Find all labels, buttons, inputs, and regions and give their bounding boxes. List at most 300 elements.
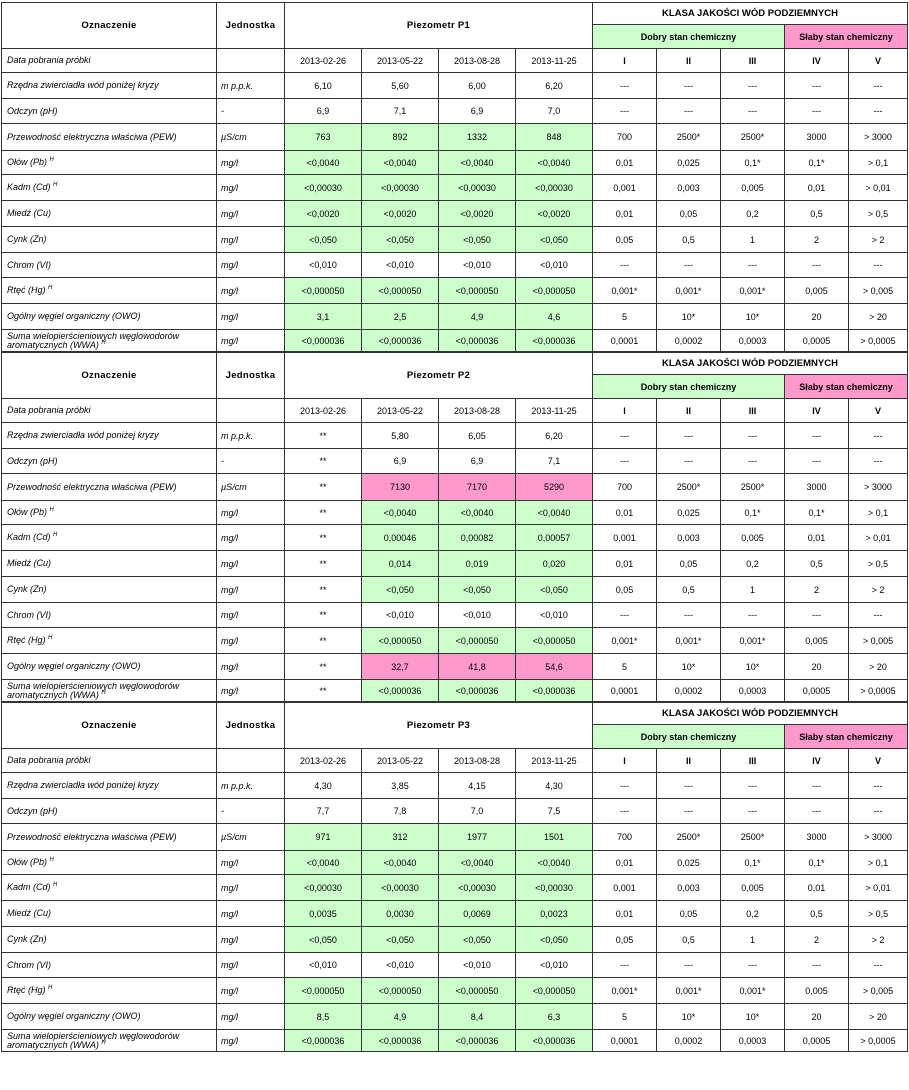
date-label: Data pobrania próbki bbox=[2, 749, 217, 773]
piezometer-title: Piezometr P2 bbox=[285, 353, 593, 399]
class-limit-cell: 0,0001 bbox=[593, 1030, 657, 1052]
class-limit-cell: 0,2 bbox=[721, 901, 785, 927]
measurement-cell: <0,010 bbox=[285, 253, 362, 278]
header-oznaczenie: Oznaczenie bbox=[2, 703, 217, 749]
measurement-cell: 54,6 bbox=[516, 654, 593, 680]
class-label: II bbox=[657, 49, 721, 73]
measurement-cell: 0,00046 bbox=[362, 525, 439, 551]
measurement-cell: 763 bbox=[285, 124, 362, 151]
measurement-cell: 4,9 bbox=[362, 1004, 439, 1030]
class-limit-cell: 5 bbox=[593, 304, 657, 330]
class-limit-cell: 0,2 bbox=[721, 201, 785, 227]
measurement-cell: 892 bbox=[362, 124, 439, 151]
class-limit-cell: > 0,5 bbox=[849, 201, 908, 227]
parameter-label: Suma wielopierścieniowych węglowodorów aromatycznych (WWA) $^H$ bbox=[2, 680, 217, 702]
measurement-cell: <0,000050 bbox=[439, 278, 516, 304]
class-limit-cell: 3000 bbox=[785, 824, 849, 851]
class-limit-cell: > 0,005 bbox=[849, 278, 908, 304]
class-limit-cell: 0,001* bbox=[657, 278, 721, 304]
header-jednostka: Jednostka bbox=[217, 703, 285, 749]
measurement-cell: ** bbox=[285, 501, 362, 525]
class-limit-cell: > 0,1 bbox=[849, 851, 908, 875]
table-row bbox=[2, 73, 908, 99]
class-limit-cell: 0,05 bbox=[593, 577, 657, 603]
measurement-cell: 0,0023 bbox=[516, 901, 593, 927]
class-limit-cell: --- bbox=[721, 799, 785, 824]
class-label: V bbox=[849, 49, 908, 73]
table-row bbox=[2, 151, 908, 175]
measurement-cell: <0,0040 bbox=[516, 851, 593, 875]
class-limit-cell: 0,0003 bbox=[721, 330, 785, 352]
piezometer-table bbox=[1, 352, 908, 702]
class-limit-cell: 0,003 bbox=[657, 525, 721, 551]
class-limit-cell: 0,0005 bbox=[785, 330, 849, 352]
measurement-cell: <0,000036 bbox=[516, 330, 593, 352]
measurement-cell: ** bbox=[285, 603, 362, 628]
measurement-cell: <0,00030 bbox=[439, 175, 516, 201]
measurement-cell: <0,000050 bbox=[439, 628, 516, 654]
measurement-cell: 4,6 bbox=[516, 304, 593, 330]
header-good-state: Dobry stan chemiczny bbox=[593, 725, 785, 749]
measurement-cell: 5,60 bbox=[362, 73, 439, 99]
class-limit-cell: --- bbox=[849, 603, 908, 628]
class-limit-cell: > 0,01 bbox=[849, 175, 908, 201]
class-limit-cell: 10* bbox=[721, 304, 785, 330]
class-limit-cell: 0,1* bbox=[785, 851, 849, 875]
measurement-cell: <0,010 bbox=[439, 253, 516, 278]
parameter-label: Odczyn (pH) bbox=[2, 799, 217, 824]
class-limit-cell: 700 bbox=[593, 124, 657, 151]
measurement-cell: <0,050 bbox=[362, 927, 439, 953]
superscript-marker: H bbox=[53, 532, 58, 538]
measurement-cell: <0,050 bbox=[439, 927, 516, 953]
measurement-cell: ** bbox=[285, 680, 362, 702]
measurement-cell: <0,050 bbox=[362, 227, 439, 253]
measurement-cell: <0,050 bbox=[362, 577, 439, 603]
table-row bbox=[2, 824, 908, 851]
measurement-cell: <0,010 bbox=[439, 953, 516, 978]
measurement-cell: <0,010 bbox=[516, 603, 593, 628]
measurement-cell: 6,9 bbox=[285, 99, 362, 124]
unit-cell: mg/l bbox=[217, 680, 285, 702]
class-limit-cell: 10* bbox=[721, 654, 785, 680]
class-limit-cell: 10* bbox=[721, 1004, 785, 1030]
measurement-cell: <0,0040 bbox=[362, 151, 439, 175]
parameter-label: Chrom (VI) bbox=[2, 253, 217, 278]
measurement-cell: 0,0035 bbox=[285, 901, 362, 927]
class-limit-cell: 0,005 bbox=[785, 628, 849, 654]
class-limit-cell: --- bbox=[657, 423, 721, 449]
measurement-cell: <0,000036 bbox=[439, 1030, 516, 1052]
class-label: IV bbox=[785, 399, 849, 423]
class-label: I bbox=[593, 49, 657, 73]
class-limit-cell: 0,001* bbox=[721, 628, 785, 654]
date-cell: 2013-05-22 bbox=[362, 49, 439, 73]
date-unit bbox=[217, 749, 285, 773]
measurement-cell: 6,3 bbox=[516, 1004, 593, 1030]
measurement-cell: <0,050 bbox=[439, 227, 516, 253]
unit-cell: mg/l bbox=[217, 551, 285, 577]
class-limit-cell: 10* bbox=[657, 304, 721, 330]
measurement-cell: <0,000036 bbox=[439, 330, 516, 352]
parameter-label: Rzędna zwierciadła wód poniżej kryzy bbox=[2, 423, 217, 449]
measurement-cell: 1332 bbox=[439, 124, 516, 151]
date-cell: 2013-05-22 bbox=[362, 399, 439, 423]
class-limit-cell: 0,005 bbox=[721, 525, 785, 551]
unit-cell: mg/l bbox=[217, 603, 285, 628]
measurement-cell: <0,050 bbox=[285, 927, 362, 953]
class-limit-cell: 0,0003 bbox=[721, 1030, 785, 1052]
class-limit-cell: --- bbox=[721, 773, 785, 799]
class-limit-cell: 3000 bbox=[785, 474, 849, 501]
class-limit-cell: 0,5 bbox=[657, 927, 721, 953]
class-limit-cell: --- bbox=[657, 73, 721, 99]
measurement-cell: 6,10 bbox=[285, 73, 362, 99]
class-limit-cell: --- bbox=[593, 773, 657, 799]
measurement-cell: <0,0020 bbox=[362, 201, 439, 227]
measurement-cell: 5,80 bbox=[362, 423, 439, 449]
superscript-marker: H bbox=[49, 507, 54, 513]
measurement-cell: 7,1 bbox=[362, 99, 439, 124]
measurement-cell: <0,00030 bbox=[516, 875, 593, 901]
class-limit-cell: --- bbox=[849, 799, 908, 824]
parameter-label: Kadm (Cd) $^H$ bbox=[2, 525, 217, 551]
date-cell: 2013-11-25 bbox=[516, 399, 593, 423]
unit-cell: mg/l bbox=[217, 654, 285, 680]
measurement-cell: <0,0020 bbox=[516, 201, 593, 227]
table-row bbox=[2, 927, 908, 953]
class-limit-cell: 0,1* bbox=[721, 851, 785, 875]
table-row bbox=[2, 577, 908, 603]
measurement-cell: 1977 bbox=[439, 824, 516, 851]
class-limit-cell: --- bbox=[849, 253, 908, 278]
class-limit-cell: 20 bbox=[785, 1004, 849, 1030]
measurement-cell: 5290 bbox=[516, 474, 593, 501]
unit-cell: mg/l bbox=[217, 253, 285, 278]
class-limit-cell: --- bbox=[849, 449, 908, 474]
class-limit-cell: > 20 bbox=[849, 1004, 908, 1030]
unit-cell: mg/l bbox=[217, 330, 285, 352]
parameter-label: Odczyn (pH) bbox=[2, 99, 217, 124]
class-limit-cell: 20 bbox=[785, 654, 849, 680]
date-label: Data pobrania próbki bbox=[2, 399, 217, 423]
class-label: II bbox=[657, 399, 721, 423]
measurement-cell: <0,000036 bbox=[362, 1030, 439, 1052]
class-limit-cell: > 0,005 bbox=[849, 978, 908, 1004]
measurement-cell: <0,000050 bbox=[516, 978, 593, 1004]
unit-cell: µS/cm bbox=[217, 124, 285, 151]
measurement-cell: <0,0040 bbox=[516, 151, 593, 175]
table-row bbox=[2, 1030, 908, 1052]
parameter-label: Ogólny węgiel organiczny (OWO) bbox=[2, 1004, 217, 1030]
measurement-cell: <0,010 bbox=[285, 953, 362, 978]
unit-cell: mg/l bbox=[217, 1004, 285, 1030]
class-limit-cell: 1 bbox=[721, 927, 785, 953]
class-limit-cell: --- bbox=[593, 603, 657, 628]
class-limit-cell: > 0,0005 bbox=[849, 1030, 908, 1052]
class-limit-cell: --- bbox=[785, 773, 849, 799]
parameter-label: Suma wielopierścieniowych węglowodorów aromatycznych (WWA) $^H$ bbox=[2, 1030, 217, 1052]
class-limit-cell: 1 bbox=[721, 227, 785, 253]
class-label: I bbox=[593, 749, 657, 773]
table-row bbox=[2, 175, 908, 201]
class-limit-cell: --- bbox=[721, 953, 785, 978]
measurement-cell: <0,00030 bbox=[439, 875, 516, 901]
superscript-marker: H bbox=[53, 882, 58, 888]
measurement-cell: ** bbox=[285, 628, 362, 654]
measurement-cell: 0,020 bbox=[516, 551, 593, 577]
parameter-label: Kadm (Cd) $^H$ bbox=[2, 175, 217, 201]
header-weak-state: Słaby stan chemiczny bbox=[785, 25, 908, 49]
class-limit-cell: 2 bbox=[785, 927, 849, 953]
class-limit-cell: 0,001 bbox=[593, 525, 657, 551]
class-limit-cell: 0,1* bbox=[785, 501, 849, 525]
measurement-cell: ** bbox=[285, 474, 362, 501]
measurement-cell: <0,0040 bbox=[285, 851, 362, 875]
unit-cell: mg/l bbox=[217, 978, 285, 1004]
class-label: V bbox=[849, 399, 908, 423]
measurement-cell: 0,014 bbox=[362, 551, 439, 577]
class-limit-cell: 0,005 bbox=[721, 175, 785, 201]
measurement-cell: <0,050 bbox=[285, 227, 362, 253]
table-row bbox=[2, 474, 908, 501]
measurement-cell: 312 bbox=[362, 824, 439, 851]
measurement-cell: 0,00057 bbox=[516, 525, 593, 551]
class-limit-cell: 0,003 bbox=[657, 875, 721, 901]
class-limit-cell: --- bbox=[657, 253, 721, 278]
unit-cell: - bbox=[217, 799, 285, 824]
measurement-cell: 6,20 bbox=[516, 423, 593, 449]
measurement-cell: <0,000050 bbox=[516, 278, 593, 304]
class-limit-cell: --- bbox=[849, 73, 908, 99]
unit-cell: mg/l bbox=[217, 201, 285, 227]
piezometer-title: Piezometr P1 bbox=[285, 3, 593, 49]
class-label: IV bbox=[785, 49, 849, 73]
measurement-cell: 4,15 bbox=[439, 773, 516, 799]
parameter-label: Rzędna zwierciadła wód poniżej kryzy bbox=[2, 73, 217, 99]
class-limit-cell: 10* bbox=[657, 1004, 721, 1030]
class-limit-cell: 2500* bbox=[657, 824, 721, 851]
date-cell: 2013-02-26 bbox=[285, 399, 362, 423]
date-cell: 2013-11-25 bbox=[516, 49, 593, 73]
class-limit-cell: 0,001* bbox=[593, 278, 657, 304]
class-limit-cell: 0,05 bbox=[657, 201, 721, 227]
class-limit-cell: --- bbox=[593, 99, 657, 124]
measurement-cell: <0,050 bbox=[516, 577, 593, 603]
parameter-label: Chrom (VI) bbox=[2, 603, 217, 628]
measurement-cell: <0,000050 bbox=[439, 978, 516, 1004]
measurement-cell: 41,8 bbox=[439, 654, 516, 680]
measurement-cell: <0,000050 bbox=[285, 278, 362, 304]
class-limit-cell: 0,003 bbox=[657, 175, 721, 201]
class-limit-cell: 0,01 bbox=[593, 901, 657, 927]
class-limit-cell: --- bbox=[657, 799, 721, 824]
measurement-cell: 7,0 bbox=[516, 99, 593, 124]
class-limit-cell: --- bbox=[785, 953, 849, 978]
header-oznaczenie: Oznaczenie bbox=[2, 3, 217, 49]
parameter-label: Cynk (Zn) bbox=[2, 927, 217, 953]
measurement-cell: <0,000050 bbox=[285, 978, 362, 1004]
class-limit-cell: --- bbox=[593, 73, 657, 99]
measurement-cell: <0,010 bbox=[516, 253, 593, 278]
class-limit-cell: 0,5 bbox=[785, 901, 849, 927]
piezometer-table bbox=[1, 2, 908, 352]
superscript-marker: H bbox=[53, 182, 58, 188]
parameter-label: Odczyn (pH) bbox=[2, 449, 217, 474]
measurement-cell: 971 bbox=[285, 824, 362, 851]
unit-cell: m p.p.k. bbox=[217, 773, 285, 799]
class-limit-cell: 0,025 bbox=[657, 151, 721, 175]
date-unit bbox=[217, 399, 285, 423]
class-limit-cell: 0,05 bbox=[593, 927, 657, 953]
measurement-cell: ** bbox=[285, 525, 362, 551]
measurement-cell: 6,9 bbox=[439, 99, 516, 124]
class-limit-cell: --- bbox=[593, 449, 657, 474]
class-limit-cell: > 0,1 bbox=[849, 151, 908, 175]
date-row bbox=[2, 399, 908, 423]
measurement-cell: <0,00030 bbox=[362, 875, 439, 901]
class-limit-cell: > 0,5 bbox=[849, 901, 908, 927]
class-limit-cell: 0,0001 bbox=[593, 330, 657, 352]
measurement-cell: 3,1 bbox=[285, 304, 362, 330]
class-limit-cell: > 20 bbox=[849, 654, 908, 680]
table-row bbox=[2, 253, 908, 278]
table-row bbox=[2, 449, 908, 474]
measurement-cell: 8,5 bbox=[285, 1004, 362, 1030]
class-limit-cell: 0,5 bbox=[785, 201, 849, 227]
unit-cell: m p.p.k. bbox=[217, 73, 285, 99]
unit-cell: - bbox=[217, 99, 285, 124]
class-limit-cell: --- bbox=[785, 73, 849, 99]
class-limit-cell: > 2 bbox=[849, 227, 908, 253]
measurement-cell: <0,0040 bbox=[362, 501, 439, 525]
measurement-cell: <0,000050 bbox=[362, 278, 439, 304]
header-quality-class: KLASA JAKOŚCI WÓD PODZIEMNYCH bbox=[593, 353, 908, 375]
measurement-cell: <0,010 bbox=[362, 253, 439, 278]
measurement-cell: <0,000050 bbox=[516, 628, 593, 654]
class-limit-cell: > 0,0005 bbox=[849, 330, 908, 352]
piezometer-title: Piezometr P3 bbox=[285, 703, 593, 749]
parameter-label: Ołów (Pb) $^H$ bbox=[2, 151, 217, 175]
tables-container bbox=[1, 2, 909, 1052]
measurement-cell: 7,5 bbox=[516, 799, 593, 824]
table-row bbox=[2, 227, 908, 253]
unit-cell: mg/l bbox=[217, 175, 285, 201]
class-label: III bbox=[721, 399, 785, 423]
measurement-cell: <0,000036 bbox=[362, 330, 439, 352]
unit-cell: mg/l bbox=[217, 628, 285, 654]
class-limit-cell: --- bbox=[849, 423, 908, 449]
unit-cell: mg/l bbox=[217, 525, 285, 551]
parameter-label: Rtęć (Hg) $^H$ bbox=[2, 628, 217, 654]
measurement-cell: 0,019 bbox=[439, 551, 516, 577]
class-limit-cell: 0,1* bbox=[721, 151, 785, 175]
class-limit-cell: --- bbox=[721, 99, 785, 124]
class-limit-cell: 2500* bbox=[657, 474, 721, 501]
date-cell: 2013-08-28 bbox=[439, 749, 516, 773]
class-limit-cell: --- bbox=[593, 799, 657, 824]
superscript-marker: H bbox=[101, 339, 106, 346]
parameter-label: Przewodność elektryczna właściwa (PEW) bbox=[2, 474, 217, 501]
class-limit-cell: 0,1* bbox=[721, 501, 785, 525]
class-limit-cell: > 3000 bbox=[849, 124, 908, 151]
unit-cell: mg/l bbox=[217, 875, 285, 901]
class-limit-cell: > 0,005 bbox=[849, 628, 908, 654]
class-limit-cell: --- bbox=[657, 603, 721, 628]
parameter-label: Kadm (Cd) $^H$ bbox=[2, 875, 217, 901]
table-row bbox=[2, 603, 908, 628]
class-limit-cell: --- bbox=[849, 953, 908, 978]
class-label: IV bbox=[785, 749, 849, 773]
class-limit-cell: 0,001* bbox=[593, 628, 657, 654]
class-limit-cell: 20 bbox=[785, 304, 849, 330]
header-weak-state: Słaby stan chemiczny bbox=[785, 725, 908, 749]
measurement-cell: <0,000050 bbox=[362, 628, 439, 654]
class-limit-cell: 0,001 bbox=[593, 875, 657, 901]
parameter-label: Ołów (Pb) $^H$ bbox=[2, 501, 217, 525]
table-row bbox=[2, 875, 908, 901]
measurement-cell: 6,05 bbox=[439, 423, 516, 449]
measurement-cell: 32,7 bbox=[362, 654, 439, 680]
measurement-cell: <0,010 bbox=[362, 603, 439, 628]
table-row bbox=[2, 978, 908, 1004]
header-jednostka: Jednostka bbox=[217, 353, 285, 399]
class-label: III bbox=[721, 49, 785, 73]
measurement-cell: <0,00030 bbox=[516, 175, 593, 201]
table-row bbox=[2, 680, 908, 702]
date-unit bbox=[217, 49, 285, 73]
measurement-cell: 7,0 bbox=[439, 799, 516, 824]
class-limit-cell: 0,01 bbox=[593, 851, 657, 875]
unit-cell: mg/l bbox=[217, 953, 285, 978]
measurement-cell: ** bbox=[285, 577, 362, 603]
measurement-cell: <0,050 bbox=[439, 577, 516, 603]
class-limit-cell: --- bbox=[721, 73, 785, 99]
class-limit-cell: 0,1* bbox=[785, 151, 849, 175]
measurement-cell: 7,8 bbox=[362, 799, 439, 824]
measurement-cell: 848 bbox=[516, 124, 593, 151]
class-limit-cell: 1 bbox=[721, 577, 785, 603]
measurement-cell: <0,0040 bbox=[516, 501, 593, 525]
class-limit-cell: --- bbox=[785, 423, 849, 449]
measurement-cell: <0,000050 bbox=[362, 978, 439, 1004]
class-limit-cell: --- bbox=[785, 799, 849, 824]
class-label: V bbox=[849, 749, 908, 773]
class-limit-cell: 0,001* bbox=[593, 978, 657, 1004]
class-label: I bbox=[593, 399, 657, 423]
class-limit-cell: 0,005 bbox=[785, 978, 849, 1004]
class-limit-cell: --- bbox=[657, 99, 721, 124]
measurement-cell: ** bbox=[285, 449, 362, 474]
class-limit-cell: > 0,01 bbox=[849, 875, 908, 901]
measurement-cell: <0,0020 bbox=[439, 201, 516, 227]
measurement-cell: 1501 bbox=[516, 824, 593, 851]
class-limit-cell: > 3000 bbox=[849, 474, 908, 501]
class-limit-cell: --- bbox=[593, 423, 657, 449]
measurement-cell: <0,050 bbox=[516, 927, 593, 953]
parameter-label: Przewodność elektryczna właściwa (PEW) bbox=[2, 824, 217, 851]
unit-cell: mg/l bbox=[217, 901, 285, 927]
table-row bbox=[2, 124, 908, 151]
class-limit-cell: --- bbox=[785, 99, 849, 124]
unit-cell: mg/l bbox=[217, 304, 285, 330]
class-limit-cell: 0,0003 bbox=[721, 680, 785, 702]
class-limit-cell: 0,0001 bbox=[593, 680, 657, 702]
header-oznaczenie: Oznaczenie bbox=[2, 353, 217, 399]
class-label: II bbox=[657, 749, 721, 773]
unit-cell: mg/l bbox=[217, 501, 285, 525]
measurement-cell: 6,00 bbox=[439, 73, 516, 99]
